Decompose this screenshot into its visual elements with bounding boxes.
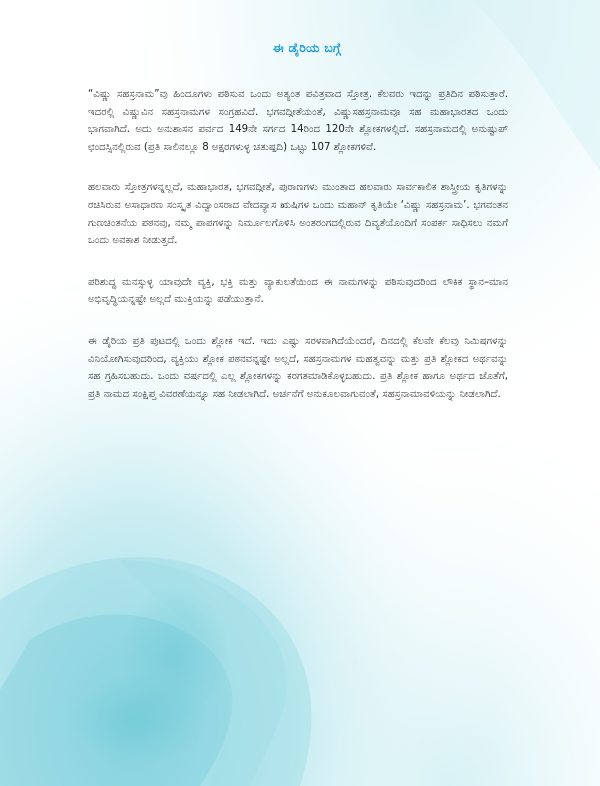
paragraph-2: ಹಲವಾರು ಸ್ತೋತ್ರಗಳನ್ನಲ್ಲದೆ, ಮಹಾಭಾರತ, ಭಗವದ್ಗೀತೆ, ಪುರಾಣಗಳು ಮುಂತಾದ ಹಲವಾರು ಸಾರ್ವಕಾಲಿಕ ಶಾಸ್ತ್ರೀಯ ಕೃತಿಗಳನ್ನು ರಚಿಸಿರುವ ಅಸಾಧಾರಣ ಸಂಸ್ಕೃತ ವಿದ್ವಾಂಸರಾದ ವೇದವ್ಯಾಸ ಋಷಿಗಳ ಒಂದು ಮಹಾನ್ ಕೃತಿಯೇ ‘ವಿಷ್ಣು ಸಹಸ್ರನಾಮ’. ಭಗವಂತನ ಗುಣಚಿಂತನೆಯ ಪಠನವು, ನಮ್ಮ ಪಾಪಗಳನ್ನು ನಿರ್ಮೂಲಗೊಳಿಸಿ ಅಂತರಂಗದಲ್ಲಿರುವ ದಿವ್ಯತೆಯೊಂದಿಗೆ ಸಂಪರ್ಕ ಸಾಧಿಸಲು ನಮಗೆ ಒಂದು ಅವಕಾಶ ನೀಡುತ್ತದೆ. (88, 182, 508, 247)
paragraph-4: ಈ ಡೈರಿಯ ಪ್ರತಿ ಪುಟದಲ್ಲಿ ಒಂದು ಶ್ಲೋಕ ಇದೆ. ಇದು ಎಷ್ಟು ಸರಳವಾಗಿದೆಯೆಂದರೆ, ದಿನದಲ್ಲಿ ಕೆಲವೇ ಕೆಲವು ನಿಮಿಷಗಳನ್ನು ವಿನಿಯೋಗಿಸುವುದರಿಂದ, ವ್ಯಕ್ತಿಯು ಶ್ಲೋಕ ಪಠನವನ್ನಷ್ಟೇ ಅಲ್ಲದೆ, ಸಹಸ್ರನಾಮಗಳ ಮಹತ್ವವನ್ನು ಮತ್ತು ಪ್ರತಿ ಶ್ಲೋಕದ ಅರ್ಥವನ್ನು ಸಹ ಗ್ರಹಿಸಬಹುದು. ಒಂದು ವರ್ಷದಲ್ಲಿ ಎಲ್ಲ ಶ್ಲೋಕಗಳನ್ನು ಕರಗತಮಾಡಿಕೊಳ್ಳಬಹುದು. ಪ್ರತಿ ಶ್ಲೋಕ ಹಾಗೂ ಅರ್ಥದ ಜೊತೆಗೆ, ಪ್ರತಿ ನಾಮದ ಸಂಕ್ಷಿಪ್ತ ವಿವರಣೆಯನ್ನೂ ಸಹ ನೀಡಲಾಗಿದೆ. ಅರ್ಚನೆಗೆ ಅನುಕೂಲವಾಗುವಂತೆ, ಸಹಸ್ರನಾಮಾವಳಿಯನ್ನು ನೀಡಲಾಗಿದೆ. (88, 335, 508, 400)
content-area (88, 40, 508, 425)
paragraph-1: “ವಿಷ್ಣು ಸಹಸ್ರನಾಮ”ವು ಹಿಂದೂಗಳು ಪಠಿಸುವ ಒಂದು ಅತ್ಯಂತ ಪವಿತ್ರವಾದ ಸ್ತೋತ್ರ. ಕೆಲವರು ಇದನ್ನು ಪ್ರತಿದಿನ ಪಠಿಸುತ್ತಾರೆ. ಇದರಲ್ಲಿ ವಿಷ್ಣುವಿನ ಸಹಸ್ರನಾಮಗಳ ಸಂಗ್ರಹವಿದೆ. ಭಗವದ್ಗೀತೆಯಂತೆ, ವಿಷ್ಣುಸಹಸ್ರನಾಮವೂ ಸಹ ಮಹಾಭಾರತದ ಒಂದು ಭಾಗವಾಗಿದೆ. ಅದು ಅನುಶಾಸನ ಪರ್ವದ 149ನೇ ಸರ್ಗದ 14ರಿಂದ 120ನೇ ಶ್ಲೋಕಗಳಲ್ಲಿದೆ. ಸಹಸ್ರನಾಮದಲ್ಲಿ ಅನುಷ್ಟುಪ್ ಛಂದಸ್ಸಿನಲ್ಲಿರುವ (ಪ್ರತಿ ಸಾಲಿನಲ್ಲೂ 8 ಅಕ್ಷರಗಳುಳ್ಳ ಚತುಷ್ಪದಿ) ಒಟ್ಟು 107 ಶ್ಲೋಕಗಳಿವೆ. (88, 89, 508, 153)
page-title: ಈ ಡೈರಿಯ ಬಗ್ಗೆ (272, 40, 342, 55)
paragraph-3: ಪರಿಶುದ್ಧ ಮನಸ್ಸುಳ್ಳ ಯಾವುದೇ ವ್ಯಕ್ತಿ, ಭಕ್ತಿ ಮತ್ತು ವ್ಯಾಕುಲತೆಯಿಂದ ಈ ನಾಮಗಳನ್ನು ಪಠಿಸುವುದರಿಂದ ಲೌಕಿಕ ಸ್ಥಾನ–ಮಾನ ಅಭಿವೃದ್ಧಿಯನ್ನಷ್ಟೇ ಅಲ್ಲದೆ ಮುಕ್ತಿಯನ್ನು ಪಡೆಯುತ್ತಾನೆ. (88, 276, 508, 306)
